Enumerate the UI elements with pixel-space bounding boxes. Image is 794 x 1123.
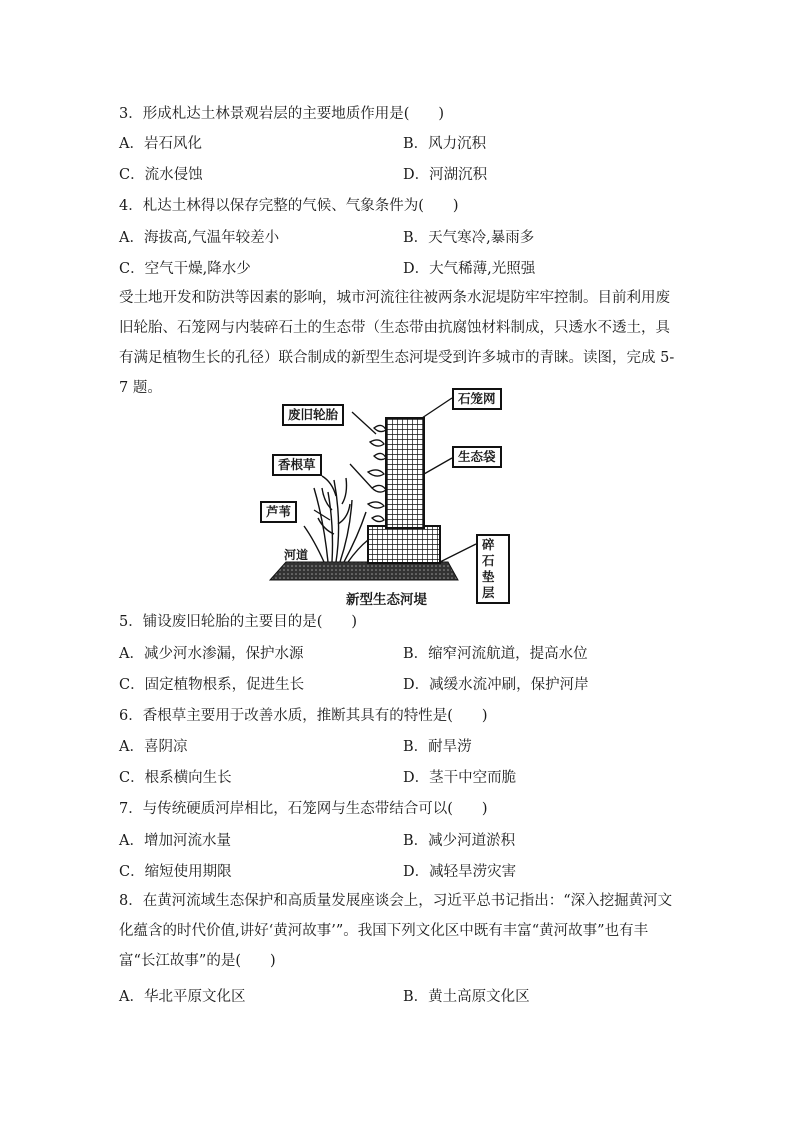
question-5-option-a[interactable]: A．减少河水渗漏，保护水源	[119, 646, 304, 662]
question-7-option-d[interactable]: D．减轻旱涝灾害	[403, 864, 517, 880]
question-4-option-d[interactable]: D．大气稀薄,光照强	[403, 261, 536, 277]
label-river: 河道	[284, 548, 309, 562]
question-5-stem: 5．铺设废旧轮胎的主要目的是( )	[119, 614, 358, 630]
gabion-lower	[368, 526, 440, 563]
question-7-option-a[interactable]: A．增加河流水量	[119, 833, 231, 849]
question-4-option-b[interactable]: B．天气寒冷,暴雨多	[403, 230, 535, 246]
question-6-option-a[interactable]: A．喜阴凉	[119, 739, 188, 755]
figure-caption: 新型生态河堤	[346, 592, 427, 608]
question-3-option-b[interactable]: B．风力沉积	[403, 136, 487, 152]
question-7-option-c[interactable]: C．缩短使用期限	[119, 864, 232, 880]
question-5-option-b[interactable]: B．缩窄河流航道，提高水位	[403, 646, 588, 662]
question-3-option-d[interactable]: D．河湖沉积	[403, 167, 488, 183]
question-6-option-c[interactable]: C．根系横向生长	[119, 770, 232, 786]
question-3-option-c[interactable]: C．流水侵蚀	[119, 167, 203, 183]
question-7-stem: 7．与传统硬质河岸相比，石笼网与生态带结合可以( )	[119, 801, 488, 817]
question-4-stem: 4．札达土林得以保存完整的气候、气象条件为( )	[119, 198, 459, 214]
label-gabion: 石笼网	[452, 388, 502, 410]
reed-plants	[304, 476, 368, 562]
question-4-option-a[interactable]: A．海拔高,气温年较差小	[119, 230, 280, 246]
question-6-stem: 6．香根草主要用于改善水质，推断其具有的特性是( )	[119, 708, 488, 724]
question-3-stem: 3．形成札达土林景观岩层的主要地质作用是( )	[119, 106, 445, 122]
reading-passage: 受土地开发和防洪等因素的影响，城市河流往往被两条水泥堤防牢牢控制。目前利用废旧轮胎、石笼网与内装碎石土的生态带（生态带由抗腐蚀材料制成，只透水不透土，具有满足植物生长的孔径）联合制成的新型生态河堤受到许多城市的青睐。读图，完成 5-7 题。	[119, 290, 675, 396]
question-8-option-a[interactable]: A．华北平原文化区	[119, 989, 246, 1005]
label-tire: 废旧轮胎	[282, 404, 344, 426]
question-7-option-b[interactable]: B．减少河道淤积	[403, 833, 516, 849]
question-8-stem: 8．在黄河流域生态保护和高质量发展座谈会上，习近平总书记指出：“深入挖掘黄河文化蕴含的时代价值,讲好‘黄河故事’”。我国下列文化区中既有丰富“黄河故事”也有丰富“长江故事”的是( )	[119, 893, 673, 969]
question-5-option-d[interactable]: D．减缓水流冲刷，保护河岸	[403, 677, 589, 693]
question-8-option-b[interactable]: B．黄土高原文化区	[403, 989, 530, 1005]
question-5-option-c[interactable]: C．固定植物根系，促进生长	[119, 677, 305, 693]
question-6-option-d[interactable]: D．茎干中空而脆	[403, 770, 517, 786]
question-4-option-c[interactable]: C．空气干燥,降水少	[119, 261, 251, 277]
label-gravel: 碎石垫层	[476, 534, 510, 604]
label-reed: 芦苇	[260, 501, 297, 523]
question-6-option-b[interactable]: B．耐旱涝	[403, 739, 472, 755]
label-ecobag: 生态袋	[452, 446, 502, 468]
eco-embankment-figure	[262, 384, 510, 604]
gabion-tower	[386, 418, 424, 528]
question-3-option-a[interactable]: A．岩石风化	[119, 136, 202, 152]
label-vetiver: 香根草	[272, 454, 322, 476]
tire-leaves	[368, 425, 386, 521]
ground-base	[270, 562, 458, 580]
